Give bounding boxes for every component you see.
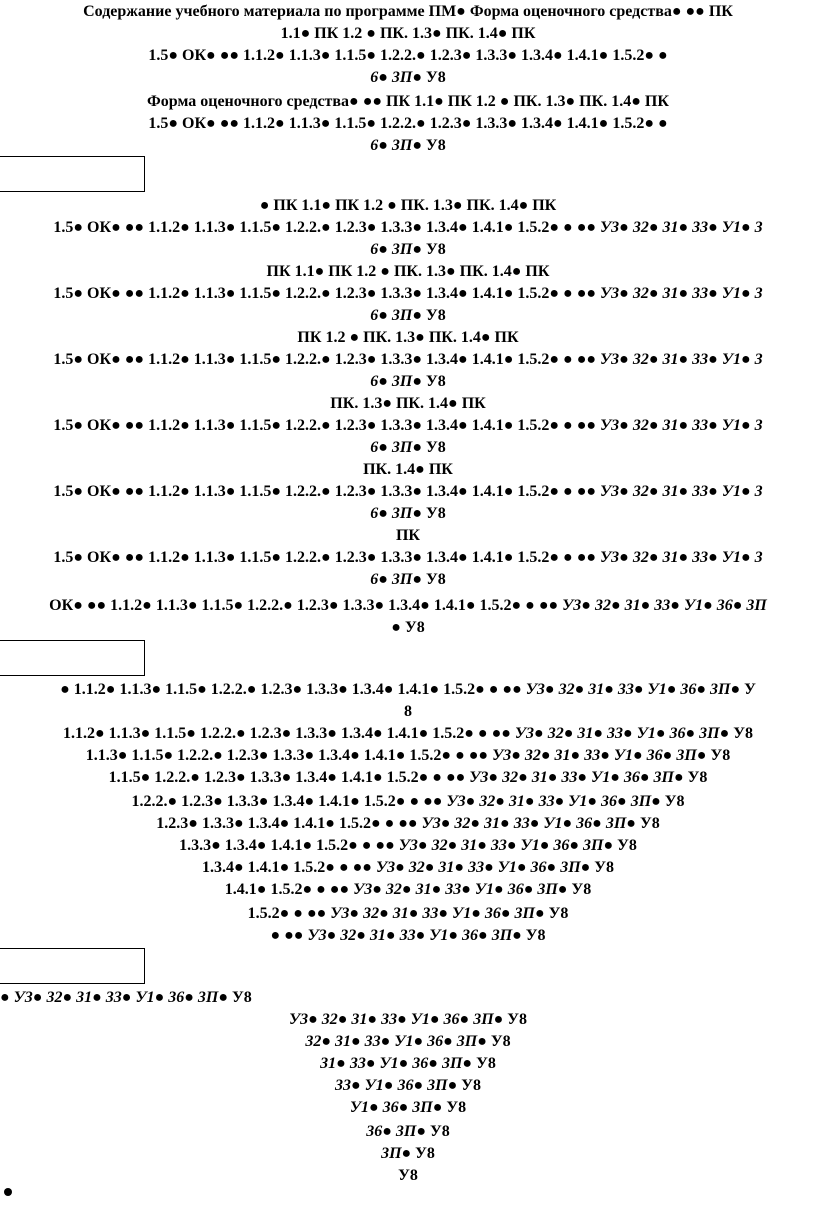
line-italic-text: 32● 31● 33● У1● 36● 3П●	[305, 1033, 491, 1050]
line-suffix-text: У8	[525, 927, 546, 944]
text-line	[0, 46, 816, 66]
text-line	[0, 988, 816, 1008]
line-italic-text: У3● 32● 31● 33● У1● 3	[600, 417, 763, 434]
form-field-box-3	[0, 948, 145, 984]
line-italic-text: У3● 32● 31● 33● У1● 36● 3П●	[13, 989, 233, 1006]
text-line	[0, 196, 816, 216]
text-line	[0, 926, 816, 946]
line-italic-text: 6● 3П●	[370, 439, 427, 456]
line-text: 1.3.4● 1.4.1● 1.5.2● ● ●●	[201, 859, 376, 876]
line-italic-text: У3● 32● 31● 33● У1● 3	[600, 351, 763, 368]
text-line	[0, 768, 816, 788]
text-line	[0, 1122, 816, 1142]
line-suffix-text: У8	[507, 1011, 528, 1028]
text-line	[0, 328, 816, 348]
line-italic-text: 6● 3П●	[370, 373, 427, 390]
line-text: 1.3.3● 1.3.4● 1.4.1● 1.5.2● ● ●●	[179, 837, 399, 854]
text-line	[0, 724, 816, 744]
bullet-dot	[4, 1188, 12, 1196]
line-suffix-text: У8	[710, 747, 731, 764]
text-line	[0, 680, 816, 700]
line-text: 1.1.3● 1.1.5● 1.2.2.● 1.2.3● 1.3.3● 1.3.4● 1.4.1● 1.5.2● ● ●●	[85, 747, 493, 764]
line-text: 1.5● ОК● ●● 1.1.2● 1.1.3● 1.1.5● 1.2.2.● 1.2.3● 1.3.3● 1.3.4● 1.4.1● 1.5.2● ● ●●	[53, 483, 601, 500]
text-line	[0, 350, 816, 370]
form-field-box-1	[0, 156, 145, 192]
line-italic-text: 6● 3П●	[370, 137, 427, 154]
line-suffix-text: У8	[232, 989, 252, 1006]
line-italic-text: 6● 3П●	[370, 505, 427, 522]
text-line	[0, 526, 816, 546]
text-line	[0, 1098, 816, 1118]
line-text: 1.1.5● 1.2.2.● 1.2.3● 1.3.3● 1.3.4● 1.4.1● 1.5.2● ● ●●	[108, 769, 470, 786]
text-line	[0, 1166, 816, 1186]
line-suffix-text: У8	[476, 1055, 496, 1072]
line-italic-text: У3● 32● 31● 33● У1● 36● 3П●	[398, 837, 618, 854]
line-italic-text: У3● 32● 31● 33● У1● 36● 3П●	[330, 905, 549, 922]
text-line	[0, 460, 816, 480]
line-text: ПК	[395, 527, 421, 544]
line-suffix-text: У8	[571, 881, 592, 898]
line-suffix-text: У8	[426, 241, 446, 258]
text-line	[0, 262, 816, 282]
line-suffix-text: У8	[490, 1033, 511, 1050]
line-text: ● ●●	[270, 927, 308, 944]
line-text: Форма оценочного средства● ●● ПК 1.1● ПК 1.2 ● ПК. 1.3● ПК. 1.4● ПК	[147, 93, 669, 110]
text-line	[0, 394, 816, 414]
line-italic-text: У3● 32● 31● 33● У1● 36● 3П●	[288, 1011, 508, 1028]
line-suffix-text: У8	[430, 1123, 450, 1140]
text-line	[0, 416, 816, 436]
text-line	[0, 92, 816, 112]
line-italic-text: У3● 32● 31● 33● У1● 3	[600, 549, 763, 566]
text-line	[0, 880, 816, 900]
line-italic-text: У1● 36● 3П●	[349, 1099, 447, 1116]
line-suffix-text: У8	[426, 69, 446, 86]
line-text: ● ПК 1.1● ПК 1.2 ● ПК. 1.3● ПК. 1.4● ПК	[259, 197, 557, 214]
text-line	[0, 372, 816, 392]
line-italic-text: 33● У1● 36● 3П●	[335, 1077, 462, 1094]
text-line	[0, 904, 816, 924]
line-text: 1.2.3● 1.3.3● 1.3.4● 1.4.1● 1.5.2● ● ●●	[156, 815, 422, 832]
line-suffix-text: У8	[664, 793, 685, 810]
text-line	[0, 284, 816, 304]
line-text: 1.2.2.● 1.2.3● 1.3.3● 1.3.4● 1.4.1● 1.5.2● ● ●●	[131, 793, 447, 810]
line-italic-text: У3● 32● 31● 33● У1● 36● 3П●	[353, 881, 572, 898]
text-line	[0, 504, 816, 524]
line-suffix-text: У8	[426, 373, 446, 390]
line-suffix-text: У8	[594, 859, 615, 876]
line-text: 1.1.2● 1.1.3● 1.1.5● 1.2.2.● 1.2.3● 1.3.3● 1.3.4● 1.4.1● 1.5.2● ● ●●	[62, 725, 515, 742]
line-text: ●	[0, 989, 14, 1006]
line-text: ● 1.1.2● 1.1.3● 1.1.5● 1.2.2.● 1.2.3● 1.3.3● 1.3.4● 1.4.1● 1.5.2● ● ●●	[60, 681, 526, 698]
line-text: 1.1● ПК 1.2 ● ПК. 1.3● ПК. 1.4● ПК	[280, 25, 536, 42]
line-italic-text: 3П●	[381, 1145, 416, 1162]
text-line	[0, 814, 816, 834]
text-line	[0, 1144, 816, 1164]
line-suffix-text: У8	[446, 1099, 467, 1116]
text-line	[0, 596, 816, 616]
text-line	[0, 1032, 816, 1052]
line-text: ПК 1.1● ПК 1.2 ● ПК. 1.3● ПК. 1.4● ПК	[266, 263, 550, 280]
line-italic-text: 6● 3П●	[370, 241, 427, 258]
text-line	[0, 240, 816, 260]
text-line	[0, 1054, 816, 1074]
form-field-box-2	[0, 640, 145, 676]
text-line	[0, 702, 816, 722]
line-italic-text: У3● 32● 31● 33● У1● 36● 3П●	[514, 725, 734, 742]
text-line	[0, 618, 816, 638]
line-italic-text: У3● 32● 31● 33● У1● 36● 3П	[562, 597, 767, 614]
line-text: 1.5● ОК● ●● 1.1.2● 1.1.3● 1.1.5● 1.2.2.● 1.2.3● 1.3.3● 1.3.4● 1.4.1● 1.5.2● ● ●●	[53, 351, 601, 368]
text-line	[0, 2, 816, 22]
line-italic-text: У3● 32● 31● 33● У1● 36● 3П●	[492, 747, 711, 764]
text-line	[0, 836, 816, 856]
line-italic-text: У3● 32● 31● 33● У1● 36● 3П●	[469, 769, 688, 786]
line-text: ОК● ●● 1.1.2● 1.1.3● 1.1.5● 1.2.2.● 1.2.3● 1.3.3● 1.3.4● 1.4.1● 1.5.2● ● ●●	[49, 597, 563, 614]
text-line	[0, 218, 816, 238]
text-line	[0, 306, 816, 326]
line-text: 1.5● ОК● ●● 1.1.2● 1.1.3● 1.1.5● 1.2.2.● 1.2.3● 1.3.3● 1.3.4● 1.4.1● 1.5.2● ● ●●	[53, 219, 601, 236]
line-italic-text: 31● 33● У1● 36● 3П●	[320, 1055, 477, 1072]
text-line	[0, 858, 816, 878]
line-italic-text: У3● 32● 31● 33● У1● 3	[600, 219, 763, 236]
line-text: 8	[404, 703, 412, 720]
line-text: 1.5● ОК● ●● 1.1.2● 1.1.3● 1.1.5● 1.2.2.● 1.2.3● 1.3.3● 1.3.4● 1.4.1● 1.5.2● ●	[148, 115, 668, 132]
line-italic-text: 6● 3П●	[370, 307, 427, 324]
text-line	[0, 438, 816, 458]
line-text: ПК. 1.3● ПК. 1.4● ПК	[330, 395, 486, 412]
line-suffix-text: У	[744, 681, 756, 698]
line-suffix-text: У8	[426, 137, 446, 154]
line-suffix-text: У8	[426, 571, 446, 588]
line-suffix-text: У8	[415, 1145, 435, 1162]
line-text: 1.5● ОК● ●● 1.1.2● 1.1.3● 1.1.5● 1.2.2.● 1.2.3● 1.3.3● 1.3.4● 1.4.1● 1.5.2● ● ●●	[53, 285, 601, 302]
line-italic-text: У3● 32● 31● 33● У1● 36● 3П●	[375, 859, 595, 876]
line-text: 1.5● ОК● ●● 1.1.2● 1.1.3● 1.1.5● 1.2.2.● 1.2.3● 1.3.3● 1.3.4● 1.4.1● 1.5.2● ●	[148, 47, 668, 64]
line-text: ПК 1.2 ● ПК. 1.3● ПК. 1.4● ПК	[297, 329, 519, 346]
text-line	[0, 482, 816, 502]
text-line	[0, 136, 816, 156]
text-line	[0, 1010, 816, 1030]
line-italic-text: У3● 32● 31● 33● У1● 36● 3П●	[446, 793, 665, 810]
line-text: 1.4.1● 1.5.2● ● ●●	[224, 881, 354, 898]
line-italic-text: У3● 32● 31● 33● У1● 36● 3П●	[525, 681, 745, 698]
line-suffix-text: У8	[548, 905, 569, 922]
text-line	[0, 1076, 816, 1096]
text-line	[0, 68, 816, 88]
line-text: У8	[398, 1167, 418, 1184]
line-suffix-text: У8	[733, 725, 754, 742]
line-italic-text: 6● 3П●	[370, 69, 427, 86]
text-line	[0, 746, 816, 766]
line-italic-text: У3● 32● 31● 33● У1● 3	[600, 483, 763, 500]
line-italic-text: 36● 3П●	[366, 1123, 431, 1140]
text-line	[0, 114, 816, 134]
line-italic-text: У3● 32● 31● 33● У1● 36● 3П●	[307, 927, 526, 944]
line-suffix-text: У8	[617, 837, 637, 854]
text-line	[0, 570, 816, 590]
line-suffix-text: У8	[426, 439, 446, 456]
line-text: 1.5.2● ● ●●	[247, 905, 331, 922]
line-text: ● У8	[391, 619, 425, 636]
line-suffix-text: У8	[687, 769, 708, 786]
text-line	[0, 548, 816, 568]
line-italic-text: У3● 32● 31● 33● У1● 36● 3П●	[421, 815, 640, 832]
line-suffix-text: У8	[426, 307, 446, 324]
line-text: 1.5● ОК● ●● 1.1.2● 1.1.3● 1.1.5● 1.2.2.● 1.2.3● 1.3.3● 1.3.4● 1.4.1● 1.5.2● ● ●●	[53, 549, 601, 566]
text-line	[0, 24, 816, 44]
line-text: ПК. 1.4● ПК	[363, 461, 453, 478]
line-text: 1.5● ОК● ●● 1.1.2● 1.1.3● 1.1.5● 1.2.2.● 1.2.3● 1.3.3● 1.3.4● 1.4.1● 1.5.2● ● ●●	[53, 417, 601, 434]
line-italic-text: 6● 3П●	[370, 571, 427, 588]
line-italic-text: У3● 32● 31● 33● У1● 3	[600, 285, 763, 302]
text-line	[0, 792, 816, 812]
line-suffix-text: У8	[461, 1077, 481, 1094]
line-suffix-text: У8	[426, 505, 446, 522]
line-suffix-text: У8	[639, 815, 660, 832]
line-text: Содержание учебного материала по программе ПМ● Форма оценочного средства● ●● ПК	[83, 3, 733, 20]
